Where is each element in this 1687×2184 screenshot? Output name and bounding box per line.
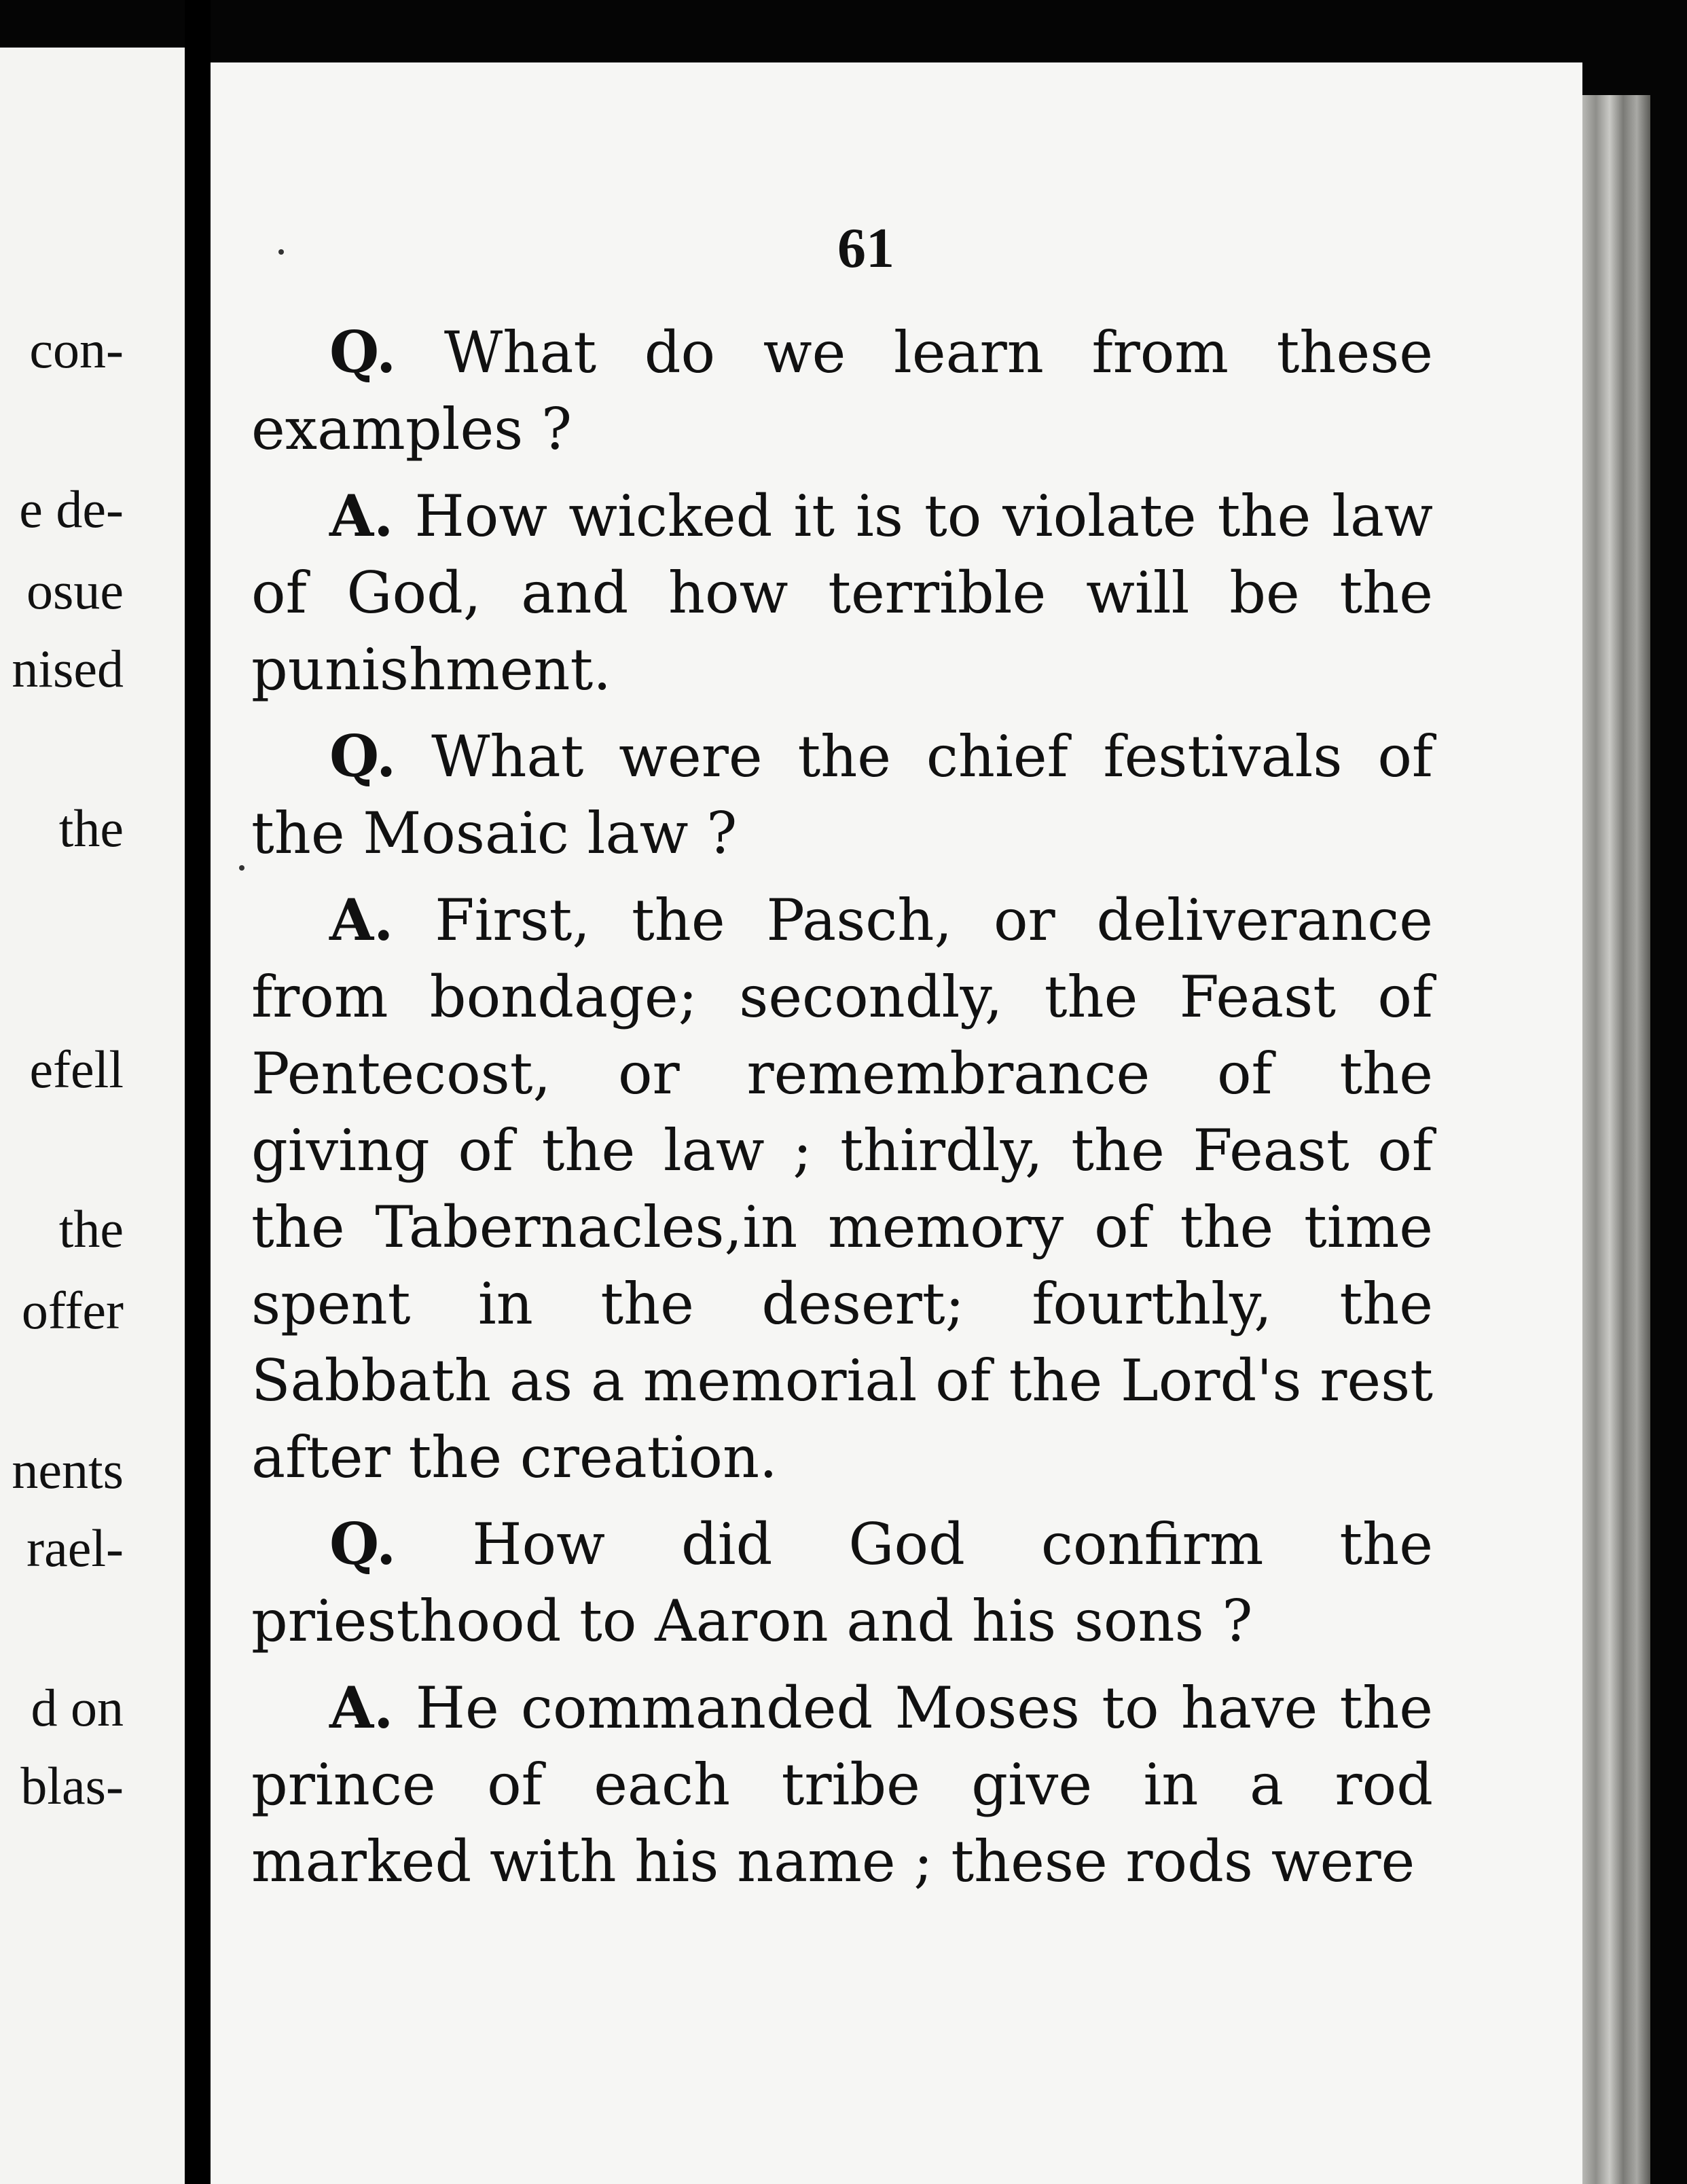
left-page-fragment: con-	[29, 320, 124, 379]
left-page-fragment: e de-	[19, 479, 124, 539]
page-edge-stack	[1582, 95, 1650, 2184]
answer-paragraph	[251, 477, 1433, 708]
catechism-text	[251, 314, 1433, 1900]
answer-marker: A.	[329, 482, 394, 549]
left-page-fragment: nised	[12, 639, 124, 698]
page-number: 61	[837, 217, 894, 280]
left-page-fragment: osue	[26, 561, 124, 620]
answer-paragraph	[251, 881, 1433, 1496]
ink-speck	[278, 249, 284, 255]
left-page-fragment: the	[58, 1199, 124, 1258]
question-paragraph	[251, 1506, 1433, 1660]
paragraph-text: How wicked it is to violate the law of God, and how terrible will be the punishment.	[251, 483, 1434, 703]
book-gutter	[185, 0, 211, 2184]
question-marker: Q.	[329, 723, 397, 790]
scan-border	[1650, 0, 1687, 2184]
left-page-fragment: the	[58, 799, 124, 858]
question-marker: Q.	[329, 1510, 397, 1578]
left-facing-page	[0, 48, 185, 2184]
paragraph-text: He commanded Moses to have the prince of each tribe give in a rod marked with his name ; these rods were	[251, 1675, 1434, 1895]
paragraph-text: First, the Pasch, or deliverance from bondage; secondly, the Feast of Pentecost, or remembrance of the giving of the law ; thirdly, the Feast of the Tabernacles,in memory of the time spent in the desert; fourthly, the Sabbath as a memorial of the Lord's rest after the creation.	[251, 887, 1434, 1491]
question-paragraph	[251, 314, 1433, 468]
question-paragraph	[251, 718, 1433, 872]
left-page-fragment: d on	[31, 1678, 124, 1737]
right-page	[211, 62, 1582, 2184]
answer-marker: A.	[329, 1674, 394, 1741]
ink-speck	[239, 865, 244, 871]
answer-marker: A.	[329, 886, 394, 953]
left-page-fragment: rael-	[26, 1518, 124, 1578]
left-page-fragment: efell	[29, 1040, 124, 1099]
left-page-fragment: blas-	[20, 1756, 124, 1815]
left-page-fragment: offer	[21, 1281, 124, 1340]
question-marker: Q.	[329, 318, 397, 386]
paragraph-text: What do we learn from these examples ?	[251, 319, 1434, 462]
answer-paragraph	[251, 1669, 1433, 1900]
left-page-fragment: nents	[12, 1440, 124, 1499]
paragraph-text: What were the chief festivals of the Mosaic law ?	[251, 723, 1433, 867]
paragraph-text: How did God confirm the priesthood to Aaron and his sons ?	[251, 1511, 1433, 1654]
